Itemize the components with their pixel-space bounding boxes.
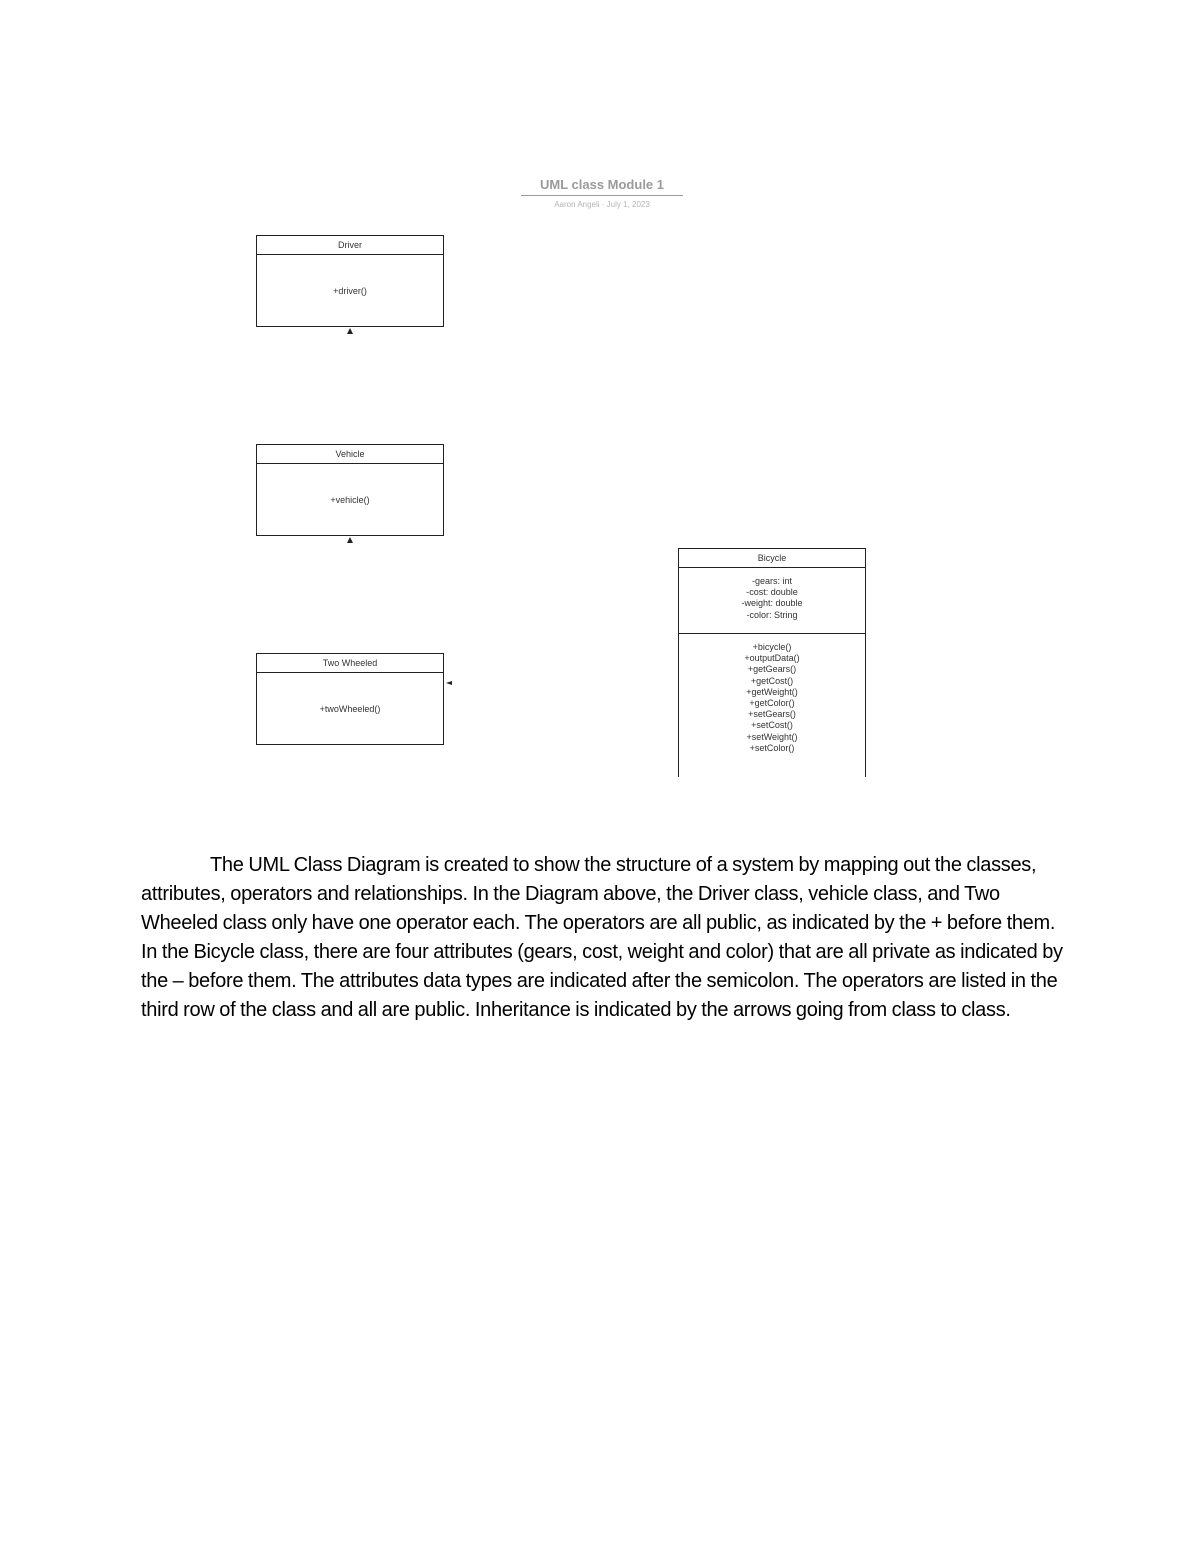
class-driver	[256, 235, 444, 327]
class-two-wheeled-operation: +twoWheeled()	[319, 703, 381, 714]
class-driver-operations	[257, 255, 443, 326]
diagram-title: UML class Module 1	[521, 177, 683, 196]
inheritance-arrow-vehicle	[347, 537, 353, 543]
class-bicycle	[678, 548, 866, 777]
inheritance-arrow-driver	[347, 328, 353, 334]
class-bicycle-operations	[679, 634, 865, 754]
class-two-wheeled	[256, 653, 444, 745]
class-bicycle-attributes	[679, 568, 865, 634]
diagram-subtitle: Aaron Angeli · July 1, 2023	[554, 200, 650, 209]
operation: +getGears()	[747, 664, 797, 675]
operation: +getCost()	[750, 675, 794, 686]
operation: +setColor()	[749, 742, 795, 753]
class-vehicle	[256, 444, 444, 536]
class-driver-name: Driver	[257, 236, 443, 255]
class-two-wheeled-operations	[257, 673, 443, 744]
class-driver-operation: +driver()	[333, 285, 367, 296]
operation: +outputData()	[744, 653, 800, 664]
class-vehicle-operation: +vehicle()	[330, 494, 370, 505]
operation: +getWeight()	[746, 686, 798, 697]
class-bicycle-name: Bicycle	[679, 549, 865, 568]
inheritance-arrow-two-wheeled	[446, 681, 452, 685]
attribute: -color: String	[746, 609, 798, 620]
class-two-wheeled-name: Two Wheeled	[257, 654, 443, 673]
body-paragraph: The UML Class Diagram is created to show the structure of a system by mapping out the classes, attributes, operators and relationships. In the Diagram above, the Driver class, vehicle class, and Two Wheeled class only have one operator each. The operators are all public, as indicated by the + before them. In the Bicycle class, there are four attributes (gears, cost, weight and color) that are all private as indicated by the – before them. The attributes data types are indicated after the semicolon. The operators are listed in the third row of the class and all are public. Inheritance is indicated by the arrows going from class to class.	[141, 854, 1063, 1021]
operation: +bicycle()	[752, 642, 792, 652]
operation: +setWeight()	[746, 731, 798, 742]
operation: +getColor()	[749, 698, 795, 709]
operation: +setGears()	[748, 709, 796, 720]
attribute: -gears: int	[751, 576, 793, 586]
operation: +setCost()	[751, 720, 793, 731]
attribute: -weight: double	[741, 598, 803, 609]
attribute: -cost: double	[746, 587, 798, 598]
class-vehicle-name: Vehicle	[257, 445, 443, 464]
class-vehicle-operations	[257, 464, 443, 535]
